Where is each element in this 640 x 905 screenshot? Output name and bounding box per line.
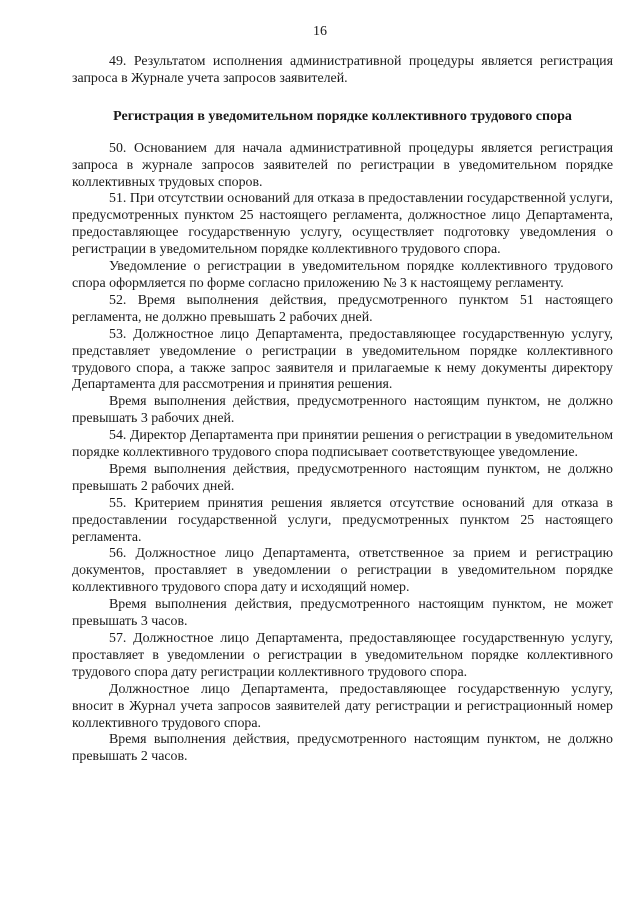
paragraph-52: 52. Время выполнения действия, предусмотренного пунктом 51 настоящего регламента, не должно превышать 2 рабочих дней.	[72, 292, 613, 325]
paragraph-53-time: Время выполнения действия, предусмотренного настоящим пунктом, не должно превышать 3 рабочих дней.	[72, 394, 613, 427]
paragraph-57-time: Время выполнения действия, предусмотренного настоящим пунктом, не должно превышать 2 часов.	[72, 732, 613, 765]
paragraph-54-time: Время выполнения действия, предусмотренного настоящим пунктом, не должно превышать 2 рабочих дней.	[72, 461, 613, 494]
paragraph-53: 53. Должностное лицо Департамента, предоставляющее государственную услугу, представляет уведомление о регистрации в уведомительном порядке коллективного трудового спора, а также запрос заявителя и прилагаемые к нему документы директору Департамента для рассмотрения и принятия решения.	[72, 326, 613, 393]
page-number: 16	[313, 24, 327, 39]
paragraph-51: 51. При отсутствии оснований для отказа в предоставлении государственной услуги, предусмотренных пунктом 25 настоящего регламента, должностное лицо Департамента, предоставляющее государственную услугу, осуществляет подготовку уведомления о регистрации в уведомительном порядке коллективного трудового спора.	[72, 191, 613, 258]
section-heading: Регистрация в уведомительном порядке коллективного трудового спора	[113, 108, 572, 124]
paragraph-51-notice: Уведомление о регистрации в уведомительном порядке коллективного трудового спора оформляется по форме согласно приложению № 3 к настоящему регламенту.	[72, 259, 613, 291]
paragraph-56: 56. Должностное лицо Департамента, ответственное за прием и регистрацию документов, проставляет в уведомлении о регистрации в уведомительном порядке коллективного трудового спора дату и исходящий номер.	[72, 546, 613, 596]
paragraph-55: 55. Критерием принятия решения является отсутствие оснований для отказа в предоставлении государственной услуги, предусмотренных пунктом 25 настоящего регламента.	[72, 495, 613, 545]
paragraph-50: 50. Основанием для начала административной процедуры является регистрация запроса в журнале запросов заявителей по регистрации в уведомительном порядке коллективных трудовых споров.	[72, 140, 613, 190]
paragraph-57-journal: Должностное лицо Департамента, предоставляющее государственную услугу, вносит в Журнал учета запросов заявителей дату регистрации и регистрационный номер коллективного трудового спора.	[72, 681, 613, 731]
paragraph-54: 54. Директор Департамента при принятии решения о регистрации в уведомительном порядке коллективного трудового спора подписывает соответствующее уведомление.	[72, 428, 613, 461]
paragraph-56-time: Время выполнения действия, предусмотренного настоящим пунктом, не может превышать 3 часов.	[72, 597, 613, 630]
document-body	[72, 54, 613, 766]
paragraph-49: 49. Результатом исполнения административной процедуры является регистрация запроса в Журнале учета запросов заявителей.	[72, 54, 613, 86]
paragraph-57: 57. Должностное лицо Департамента, предоставляющее государственную услугу, проставляет в уведомлении о регистрации в уведомительном порядке коллективного трудового спора дату регистрации коллективного трудового спора.	[72, 631, 613, 680]
